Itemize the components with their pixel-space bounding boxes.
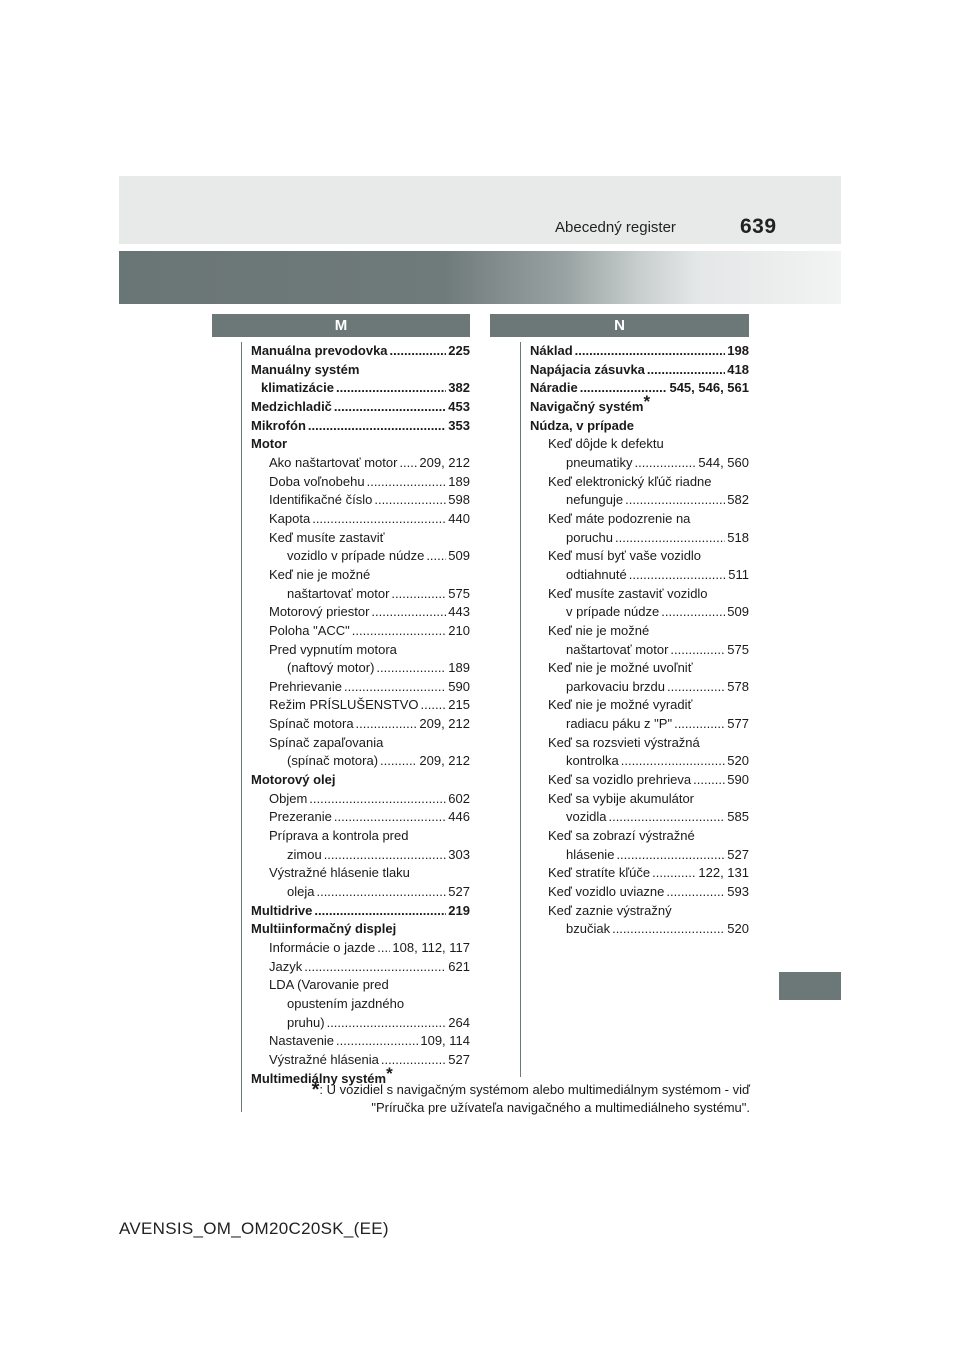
page-reference: 621 [448,958,470,974]
index-entry [530,659,749,678]
entry-term: Informácie o jazde [269,940,376,955]
page-number: 639 [740,215,777,238]
index-entry [530,734,749,753]
entry-term: (spínač motora) [287,753,379,769]
entry-term: klimatizácie [261,380,334,396]
index-entry [251,566,470,585]
middle-column-rule [520,342,521,1077]
index-entry [251,585,470,604]
entry-term: Keď sa rozsvieti výstražná [548,734,700,750]
index-entry [251,939,470,958]
index-entry [251,473,470,492]
footnote-line-2: "Príručka pre užívateľa navigačného a multimediálneho systému". [371,1100,750,1115]
index-entry [251,454,470,473]
entry-term: Prehrievanie [269,678,342,694]
index-entry [251,398,470,417]
index-entry [530,696,749,715]
dot-leader [312,510,446,529]
index-entry [251,1051,470,1070]
entry-term: Motorový olej [251,772,336,788]
dot-leader [327,1014,447,1033]
page-reference: 544, 560 [698,454,749,470]
asterisk-marker: * [643,391,651,411]
dot-leader [629,566,727,585]
footnote [240,1081,750,1116]
page-reference: 509 [727,604,749,620]
dot-leader [621,752,726,771]
dot-leader [615,529,725,548]
entry-term: odtiahnuté [566,566,627,582]
index-entry [251,1014,470,1033]
chapter-side-tab [779,972,841,1000]
index-entry [530,342,749,361]
entry-term: Multiinformačný displej [251,921,397,937]
index-entry [530,902,749,921]
entry-term: Objem [269,790,308,806]
dot-leader [356,715,418,734]
index-entry [530,808,749,827]
page-reference: 440 [448,510,470,526]
entry-term: poruchu [566,529,613,545]
index-entry [251,417,470,436]
entry-term: Keď stratíte kľúče [548,865,651,881]
dot-leader [308,417,446,436]
entry-term: pneumatiky [566,454,633,470]
page-reference: 109, 114 [420,1033,470,1049]
entry-term: Keď sa vybije akumulátor [548,790,695,806]
index-entry [251,808,470,827]
page-reference: 303 [448,846,470,862]
entry-term: nefunguje [566,492,624,508]
entry-term: Keď musíte zastaviť vozidlo [548,585,708,601]
entry-term: Príprava a kontrola pred [269,828,409,844]
entry-term: Núdza, v prípade [530,417,635,433]
entry-term: Medzichladič [251,398,332,414]
page-reference: 209, 212 [419,716,470,732]
dot-leader [390,342,447,361]
entry-term: vozidlo v prípade núdze [287,548,425,564]
section-header-m: M [212,314,470,337]
index-entry [251,790,470,809]
entry-term: Pred vypnutím motora [269,641,397,657]
entry-term: hlásenie [566,846,615,862]
page-reference: 527 [448,884,470,900]
page-reference: 209, 212 [419,454,470,470]
index-entry [251,379,470,398]
entry-term: Ako naštartovať motor [269,454,398,470]
entry-term: Kapota [269,510,311,526]
dot-leader [421,696,447,715]
dot-leader [693,771,725,790]
asterisk-marker: * [386,1063,393,1083]
page-reference: 353 [448,417,470,433]
entry-term: opustením jazdného [287,995,405,1011]
footnote-asterisk: * [311,1079,320,1101]
dot-leader [575,342,726,361]
page-reference: 511 [728,566,749,582]
entry-term: vozidla [566,809,607,825]
dot-leader [352,622,447,641]
entry-term: Keď nie je možné [269,566,371,582]
dot-leader [316,883,446,902]
entry-term: parkovaciu brzdu [566,678,665,694]
index-column-m [251,342,470,1088]
entry-term: Multimediálny systém [251,1070,387,1086]
entry-term: Spínač motora [269,716,354,732]
page-reference: 520 [727,921,749,937]
dot-leader [674,715,725,734]
entry-term: Manuálna prevodovka [251,343,388,358]
dot-leader [625,491,725,510]
entry-term: Režim PRÍSLUŠENSTVO [269,697,419,713]
page-reference: 590 [448,678,470,694]
index-entry [251,659,470,678]
index-entry [530,473,749,492]
index-entry [251,1032,470,1051]
dot-leader [612,920,725,939]
index-entry [530,622,749,641]
dot-leader [336,1032,418,1051]
entry-term: Keď dôjde k defektu [548,436,664,452]
dot-leader [667,678,725,697]
header-title: Abecedný register [555,219,676,236]
index-entry [530,641,749,660]
entry-term: Keď nie je možné [548,622,650,638]
dot-leader [377,939,390,958]
index-entry [530,752,749,771]
index-entry [251,361,470,380]
entry-term: Spínač zapaľovania [269,734,384,750]
entry-term: Keď sa vozidlo prehrieva [548,772,692,788]
index-entry [530,361,749,380]
section-header-n: N [490,314,749,337]
entry-term: Keď musí byť vaše vozidlo [548,548,702,564]
index-entry [530,547,749,566]
index-entry [530,566,749,585]
page-reference: 575 [727,641,749,657]
index-entry [251,547,470,566]
entry-term: Poloha "ACC" [269,622,350,638]
index-entry [530,864,749,883]
entry-term: Keď elektronický kľúč riadne [548,473,712,489]
entry-term: Keď sa zobrazí výstražné [548,828,695,844]
entry-term: Doba voľnobehu [269,473,365,489]
index-entry [530,529,749,548]
index-entry [530,846,749,865]
index-entry [251,696,470,715]
index-entry [530,379,749,398]
dot-leader [334,808,446,827]
index-entry [251,958,470,977]
index-entry [251,491,470,510]
page-reference: 189 [448,660,470,676]
index-entry [251,678,470,697]
index-entry [251,827,470,846]
entry-term: v prípade núdze [566,604,660,620]
entry-term: (naftový motor) [287,660,375,676]
index-entry [530,510,749,529]
page-reference: 264 [448,1014,470,1030]
index-entry [251,529,470,548]
dot-leader [344,678,446,697]
index-entry [251,734,470,753]
index-entry [530,435,749,454]
index-entry [251,846,470,865]
dot-leader [374,491,446,510]
page-reference: 443 [448,604,470,620]
index-entry [530,715,749,734]
entry-term: naštartovať motor [566,641,669,657]
dot-leader [367,473,447,492]
entry-term: Výstražné hlásenia [269,1051,379,1067]
dot-leader [426,547,446,566]
page-reference: 527 [448,1051,470,1067]
entry-term: Nastavenie [269,1033,335,1049]
page-reference: 418 [727,361,749,377]
index-entry [251,752,470,771]
entry-term: Náradie [530,380,578,396]
entry-term: Keď zaznie výstražný [548,902,672,918]
dot-leader [616,846,725,865]
dot-leader [380,752,417,771]
page-reference: 382 [448,380,470,396]
index-entry [251,603,470,622]
index-entry [530,883,749,902]
page-reference: 209, 212 [419,753,470,769]
entry-term: oleja [287,884,315,900]
dot-leader [371,603,446,622]
entry-term: LDA (Varovanie pred [269,977,389,993]
entry-term: Mikrofón [251,417,306,433]
entry-term: Napájacia zásuvka [530,361,645,377]
decorative-gradient-band [119,251,841,304]
index-entry [251,641,470,660]
page-reference: 577 [727,716,749,732]
entry-term: Náklad [530,343,573,358]
index-entry [251,771,470,790]
entry-term: Keď máte podozrenie na [548,510,691,526]
dot-leader [670,641,725,660]
dot-leader [334,398,446,417]
dot-leader [376,659,446,678]
entry-term: radiacu páku z "P" [566,716,673,732]
entry-term: Keď nie je možné uvoľniť [548,660,693,676]
dot-leader [314,902,446,921]
page-reference: 509 [448,548,470,564]
index-entry [251,902,470,921]
page-reference: 545, 546, 561 [669,380,749,396]
page-reference: 520 [727,753,749,769]
entry-term: Manuálny systém [251,361,360,377]
entry-term: Navigačný systém [530,398,644,414]
index-entry [530,391,749,417]
page-reference: 453 [448,398,470,414]
dot-leader [309,790,446,809]
index-entry [251,883,470,902]
page-reference: 598 [448,492,470,508]
entry-term: kontrolka [566,753,619,769]
index-entry [530,417,749,436]
dot-leader [324,846,447,865]
index-entry [530,771,749,790]
index-entry [251,342,470,361]
dot-leader [647,361,725,380]
index-entry [530,827,749,846]
entry-term: Identifikačné číslo [269,492,373,508]
dot-leader [661,603,725,622]
index-entry [530,585,749,604]
entry-term: Výstražné hlásenie tlaku [269,865,410,881]
index-entry [251,920,470,939]
dot-leader [580,379,668,398]
left-column-rule [241,342,242,1112]
index-column-n [530,342,749,939]
entry-term: Motorový priestor [269,604,370,620]
page-reference: 602 [448,790,470,806]
page-reference: 575 [448,585,470,601]
page-reference: 590 [727,772,749,788]
page-reference: 108, 112, 117 [392,940,470,955]
index-entry [530,454,749,473]
index-entry [251,435,470,454]
page-reference: 518 [727,529,749,545]
page-reference: 446 [448,809,470,825]
index-entry [530,920,749,939]
page-reference: 593 [727,884,749,900]
index-entry [251,995,470,1014]
page-reference: 527 [727,846,749,862]
dot-leader [336,379,446,398]
entry-term: Motor [251,436,288,452]
dot-leader [634,454,696,473]
page-reference: 585 [727,809,749,825]
entry-term: Jazyk [269,958,303,974]
entry-term: Keď vozidlo uviazne [548,884,665,900]
page-reference: 219 [448,902,470,918]
index-entry [530,678,749,697]
entry-term: bzučiak [566,921,611,937]
document-code: AVENSIS_OM_OM20C20SK_(EE) [119,1219,389,1238]
dot-leader [666,883,725,902]
footnote-line-1: : U vozidiel s navigačným systémom alebo multimediálnym systémom - viď [319,1082,750,1097]
page-reference: 189 [448,473,470,489]
page-reference: 225 [448,343,470,358]
entry-term: Keď nie je možné vyradiť [548,697,693,713]
index-entry [251,715,470,734]
index-entry [251,976,470,995]
dot-leader [399,454,417,473]
dot-leader [608,808,725,827]
dot-leader [304,958,446,977]
entry-term: Prezeranie [269,809,332,825]
page-reference: 210 [448,622,470,638]
dot-leader [652,864,696,883]
entry-term: Keď musíte zastaviť [269,529,385,545]
dot-leader [391,585,446,604]
index-entry [530,491,749,510]
index-entry [251,622,470,641]
entry-term: zimou [287,846,322,862]
index-entry [251,864,470,883]
page-reference: 198 [727,343,749,358]
entry-term: naštartovať motor [287,585,390,601]
page-reference: 582 [727,492,749,508]
entry-term: pruhu) [287,1014,325,1030]
index-entry [530,790,749,809]
page-reference: 215 [448,697,470,713]
page-header-bar [119,176,841,244]
page-reference: 122, 131 [698,865,749,881]
page-reference: 578 [727,678,749,694]
index-entry [251,510,470,529]
index-entry [530,603,749,622]
entry-term: Multidrive [251,902,313,918]
